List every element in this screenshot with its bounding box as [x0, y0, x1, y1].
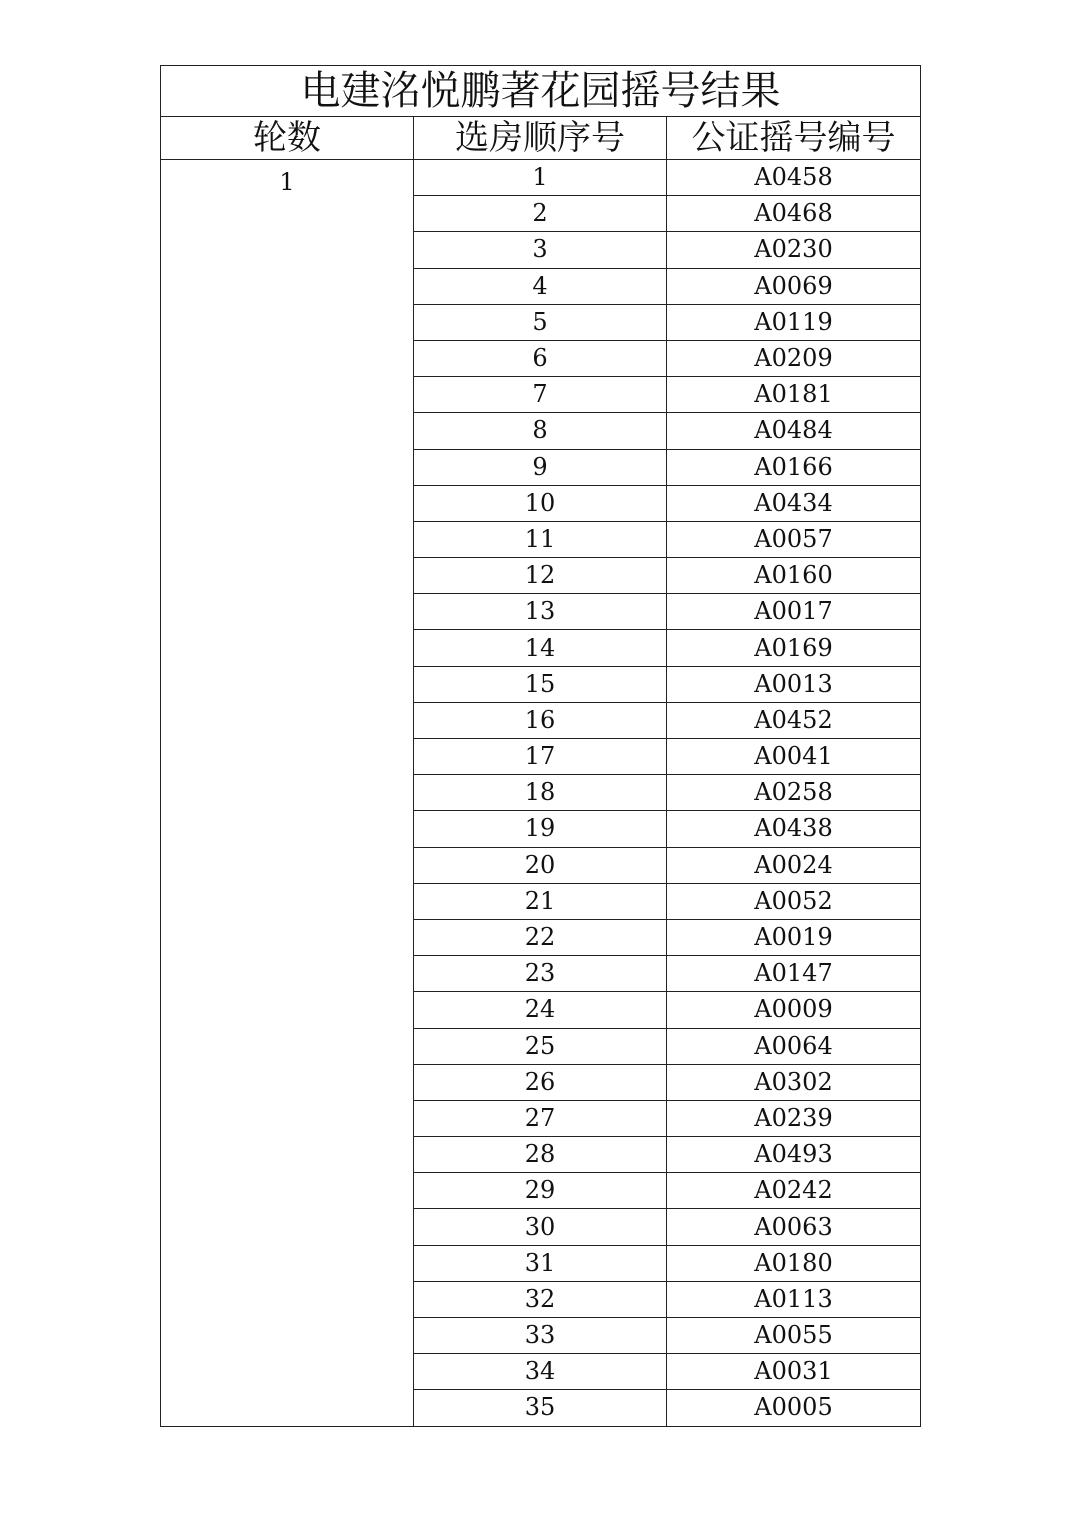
lottery-code-cell: A0493	[667, 1137, 921, 1173]
column-header-code: 公证摇号编号	[667, 117, 921, 160]
column-header-order: 选房顺序号	[414, 117, 667, 160]
lottery-code-cell: A0052	[667, 883, 921, 919]
column-header-round: 轮数	[161, 117, 414, 160]
order-number-cell: 12	[414, 558, 667, 594]
order-number-cell: 31	[414, 1245, 667, 1281]
table-row	[161, 160, 921, 196]
order-number-cell: 10	[414, 485, 667, 521]
lottery-code-cell: A0239	[667, 1100, 921, 1136]
order-number-cell: 4	[414, 268, 667, 304]
order-number-cell: 8	[414, 413, 667, 449]
order-number-cell: 11	[414, 521, 667, 557]
lottery-code-cell: A0057	[667, 521, 921, 557]
lottery-code-cell: A0041	[667, 739, 921, 775]
order-number-cell: 7	[414, 377, 667, 413]
lottery-code-cell: A0005	[667, 1390, 921, 1426]
lottery-code-cell: A0113	[667, 1281, 921, 1317]
lottery-code-cell: A0242	[667, 1173, 921, 1209]
lottery-code-cell: A0019	[667, 919, 921, 955]
lottery-code-cell: A0147	[667, 956, 921, 992]
order-number-cell: 25	[414, 1028, 667, 1064]
lottery-code-cell: A0452	[667, 702, 921, 738]
lottery-code-cell: A0258	[667, 775, 921, 811]
order-number-cell: 17	[414, 739, 667, 775]
order-number-cell: 15	[414, 666, 667, 702]
order-number-cell: 6	[414, 340, 667, 376]
lottery-code-cell: A0484	[667, 413, 921, 449]
order-number-cell: 23	[414, 956, 667, 992]
round-cell: 1	[161, 160, 414, 1427]
lottery-code-cell: A0024	[667, 847, 921, 883]
order-number-cell: 26	[414, 1064, 667, 1100]
lottery-code-cell: A0302	[667, 1064, 921, 1100]
lottery-code-cell: A0069	[667, 268, 921, 304]
lottery-code-cell: A0169	[667, 630, 921, 666]
lottery-code-cell: A0181	[667, 377, 921, 413]
lottery-code-cell: A0055	[667, 1318, 921, 1354]
lottery-code-cell: A0031	[667, 1354, 921, 1390]
lottery-code-cell: A0180	[667, 1245, 921, 1281]
order-number-cell: 28	[414, 1137, 667, 1173]
order-number-cell: 34	[414, 1354, 667, 1390]
lottery-code-cell: A0458	[667, 160, 921, 196]
lottery-code-cell: A0063	[667, 1209, 921, 1245]
lottery-code-cell: A0009	[667, 992, 921, 1028]
order-number-cell: 13	[414, 594, 667, 630]
order-number-cell: 19	[414, 811, 667, 847]
lottery-code-cell: A0468	[667, 196, 921, 232]
lottery-code-cell: A0230	[667, 232, 921, 268]
order-number-cell: 21	[414, 883, 667, 919]
order-number-cell: 9	[414, 449, 667, 485]
order-number-cell: 35	[414, 1390, 667, 1426]
lottery-code-cell: A0017	[667, 594, 921, 630]
lottery-code-cell: A0119	[667, 304, 921, 340]
title-row	[161, 66, 921, 117]
order-number-cell: 20	[414, 847, 667, 883]
order-number-cell: 2	[414, 196, 667, 232]
order-number-cell: 5	[414, 304, 667, 340]
order-number-cell: 1	[414, 160, 667, 196]
lottery-code-cell: A0166	[667, 449, 921, 485]
lottery-code-cell: A0209	[667, 340, 921, 376]
order-number-cell: 32	[414, 1281, 667, 1317]
lottery-code-cell: A0064	[667, 1028, 921, 1064]
order-number-cell: 18	[414, 775, 667, 811]
order-number-cell: 24	[414, 992, 667, 1028]
lottery-code-cell: A0013	[667, 666, 921, 702]
order-number-cell: 3	[414, 232, 667, 268]
lottery-results-table	[160, 65, 921, 1427]
header-row	[161, 117, 921, 160]
table-body	[161, 66, 921, 1427]
order-number-cell: 16	[414, 702, 667, 738]
order-number-cell: 14	[414, 630, 667, 666]
order-number-cell: 30	[414, 1209, 667, 1245]
order-number-cell: 33	[414, 1318, 667, 1354]
lottery-code-cell: A0160	[667, 558, 921, 594]
lottery-code-cell: A0434	[667, 485, 921, 521]
lottery-code-cell: A0438	[667, 811, 921, 847]
page-title: 电建洺悦鹏著花园摇号结果	[161, 66, 921, 117]
order-number-cell: 27	[414, 1100, 667, 1136]
order-number-cell: 29	[414, 1173, 667, 1209]
order-number-cell: 22	[414, 919, 667, 955]
